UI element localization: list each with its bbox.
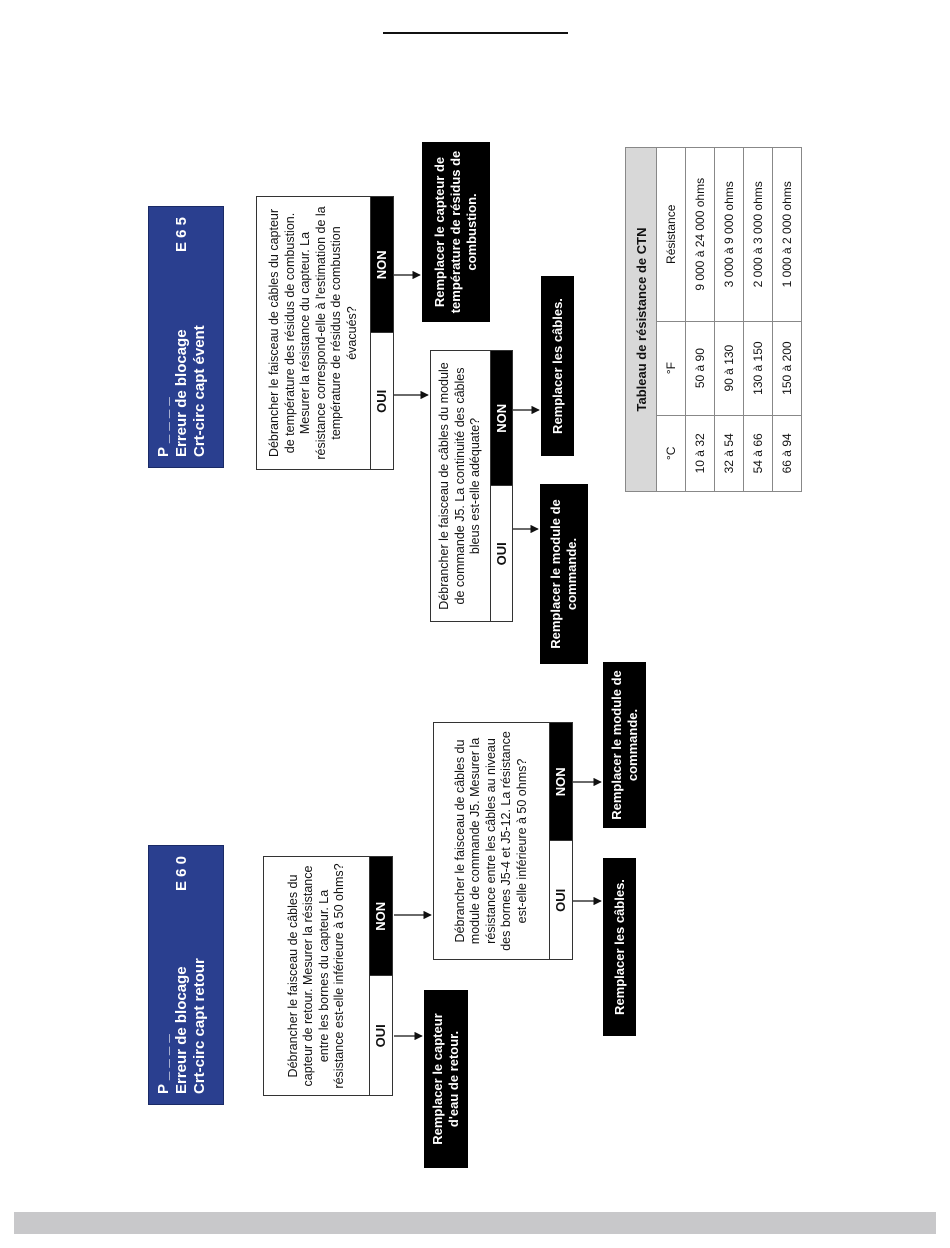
ctn-cell: 150 à 200 [773, 321, 802, 415]
right-header-code-line: P _ _ _ _ [155, 397, 172, 457]
table-row [773, 148, 802, 492]
ctn-header-fahrenheit: °F [657, 321, 686, 415]
left-header-title: Erreur de blocage [173, 966, 190, 1094]
left-q1-answers [369, 857, 392, 1095]
ctn-cell: 32 à 54 [715, 415, 744, 491]
left-q1-yes-result: Remplacer le capteur d'eau de retour. [424, 990, 468, 1168]
ctn-table-wrapper [625, 147, 802, 492]
left-q1-yes: OUI [370, 976, 392, 1096]
table-row [744, 148, 773, 492]
table-row [715, 148, 744, 492]
left-header-box [148, 845, 224, 1105]
footer-bar [14, 1212, 936, 1234]
right-q2-yes-result: Remplacer le module de commande. [540, 484, 588, 664]
right-header-subtitle: Crt-circ capt évent [191, 325, 208, 457]
table-row [686, 148, 715, 492]
left-q2-no: NON [550, 723, 572, 841]
right-header-box [148, 206, 224, 468]
ctn-cell: 66 à 94 [773, 415, 802, 491]
right-q1-no-result: Remplacer le capteur de température de résidus de combustion. [422, 142, 490, 322]
left-q1-text: Débrancher le faisceau de câbles du capteur de retour. Mesurer la résistance entre les bornes du capteur. La résistance est-elle inférieure à 50 ohms? [285, 863, 346, 1089]
ctn-table-title: Tableau de résistance de CTN [626, 148, 657, 492]
top-rule [383, 32, 568, 34]
right-q1-answers [370, 197, 393, 469]
right-header-title: Erreur de blocage [173, 329, 190, 457]
right-q2-answers [490, 351, 513, 621]
ctn-cell: 54 à 66 [744, 415, 773, 491]
right-q1-no: NON [371, 197, 393, 333]
right-q2-text: Débrancher le faisceau de câbles du module de commande J5. La continuité des câbles bleus est-elle adéquate? [437, 362, 482, 610]
ctn-table [625, 147, 802, 492]
right-q2-yes: OUI [491, 486, 513, 622]
right-q2-no-result: Remplacer les câbles. [541, 276, 574, 456]
left-q2-answers [549, 723, 572, 959]
right-q1-yes: OUI [371, 333, 393, 470]
ctn-cell: 10 à 32 [686, 415, 715, 491]
ctn-cell: 130 à 150 [744, 321, 773, 415]
ctn-header-celsius: °C [657, 415, 686, 491]
ctn-cell: 90 à 130 [715, 321, 744, 415]
left-q2-yes: OUI [550, 841, 572, 960]
ctn-cell: 2 000 à 3 000 ohms [744, 148, 773, 322]
ctn-cell: 9 000 à 24 000 ohms [686, 148, 715, 322]
right-header-code: E 6 5 [173, 217, 190, 253]
left-header-subtitle: Crt-circ capt retour [191, 958, 208, 1094]
left-q2-text: Débrancher le faisceau de câbles du module de commande J5. Mesurer la résistance entre les câbles au niveau des bornes J5-4 et J5-12. La résistance est-elle inférieure à 50 ohms? [452, 731, 529, 951]
left-header-code-line: P _ _ _ _ [155, 1034, 172, 1094]
left-question-2 [433, 722, 573, 960]
right-q2-no: NON [491, 351, 513, 486]
left-q2-yes-result: Remplacer les câbles. [603, 858, 636, 1036]
left-q2-no-result: Remplacer le module de commande. [603, 662, 646, 828]
right-question-2 [430, 350, 513, 622]
ctn-header-resistance: Résistance [657, 148, 686, 322]
ctn-cell: 1 000 à 2 000 ohms [773, 148, 802, 322]
right-question-1 [256, 196, 394, 470]
ctn-cell: 50 à 90 [686, 321, 715, 415]
left-question-1 [263, 856, 393, 1096]
ctn-table-header-row [657, 148, 686, 492]
left-header-code: E 6 0 [173, 856, 190, 892]
ctn-cell: 3 000 à 9 000 ohms [715, 148, 744, 322]
left-q1-no: NON [370, 857, 392, 976]
right-q1-text: Débrancher le faisceau de câbles du capteur de température des résidus de combustion. Mesurer la résistance du capteur. La résistance correspond-elle à l'estimation de la température de résidus de combustion évacués? [267, 206, 359, 460]
